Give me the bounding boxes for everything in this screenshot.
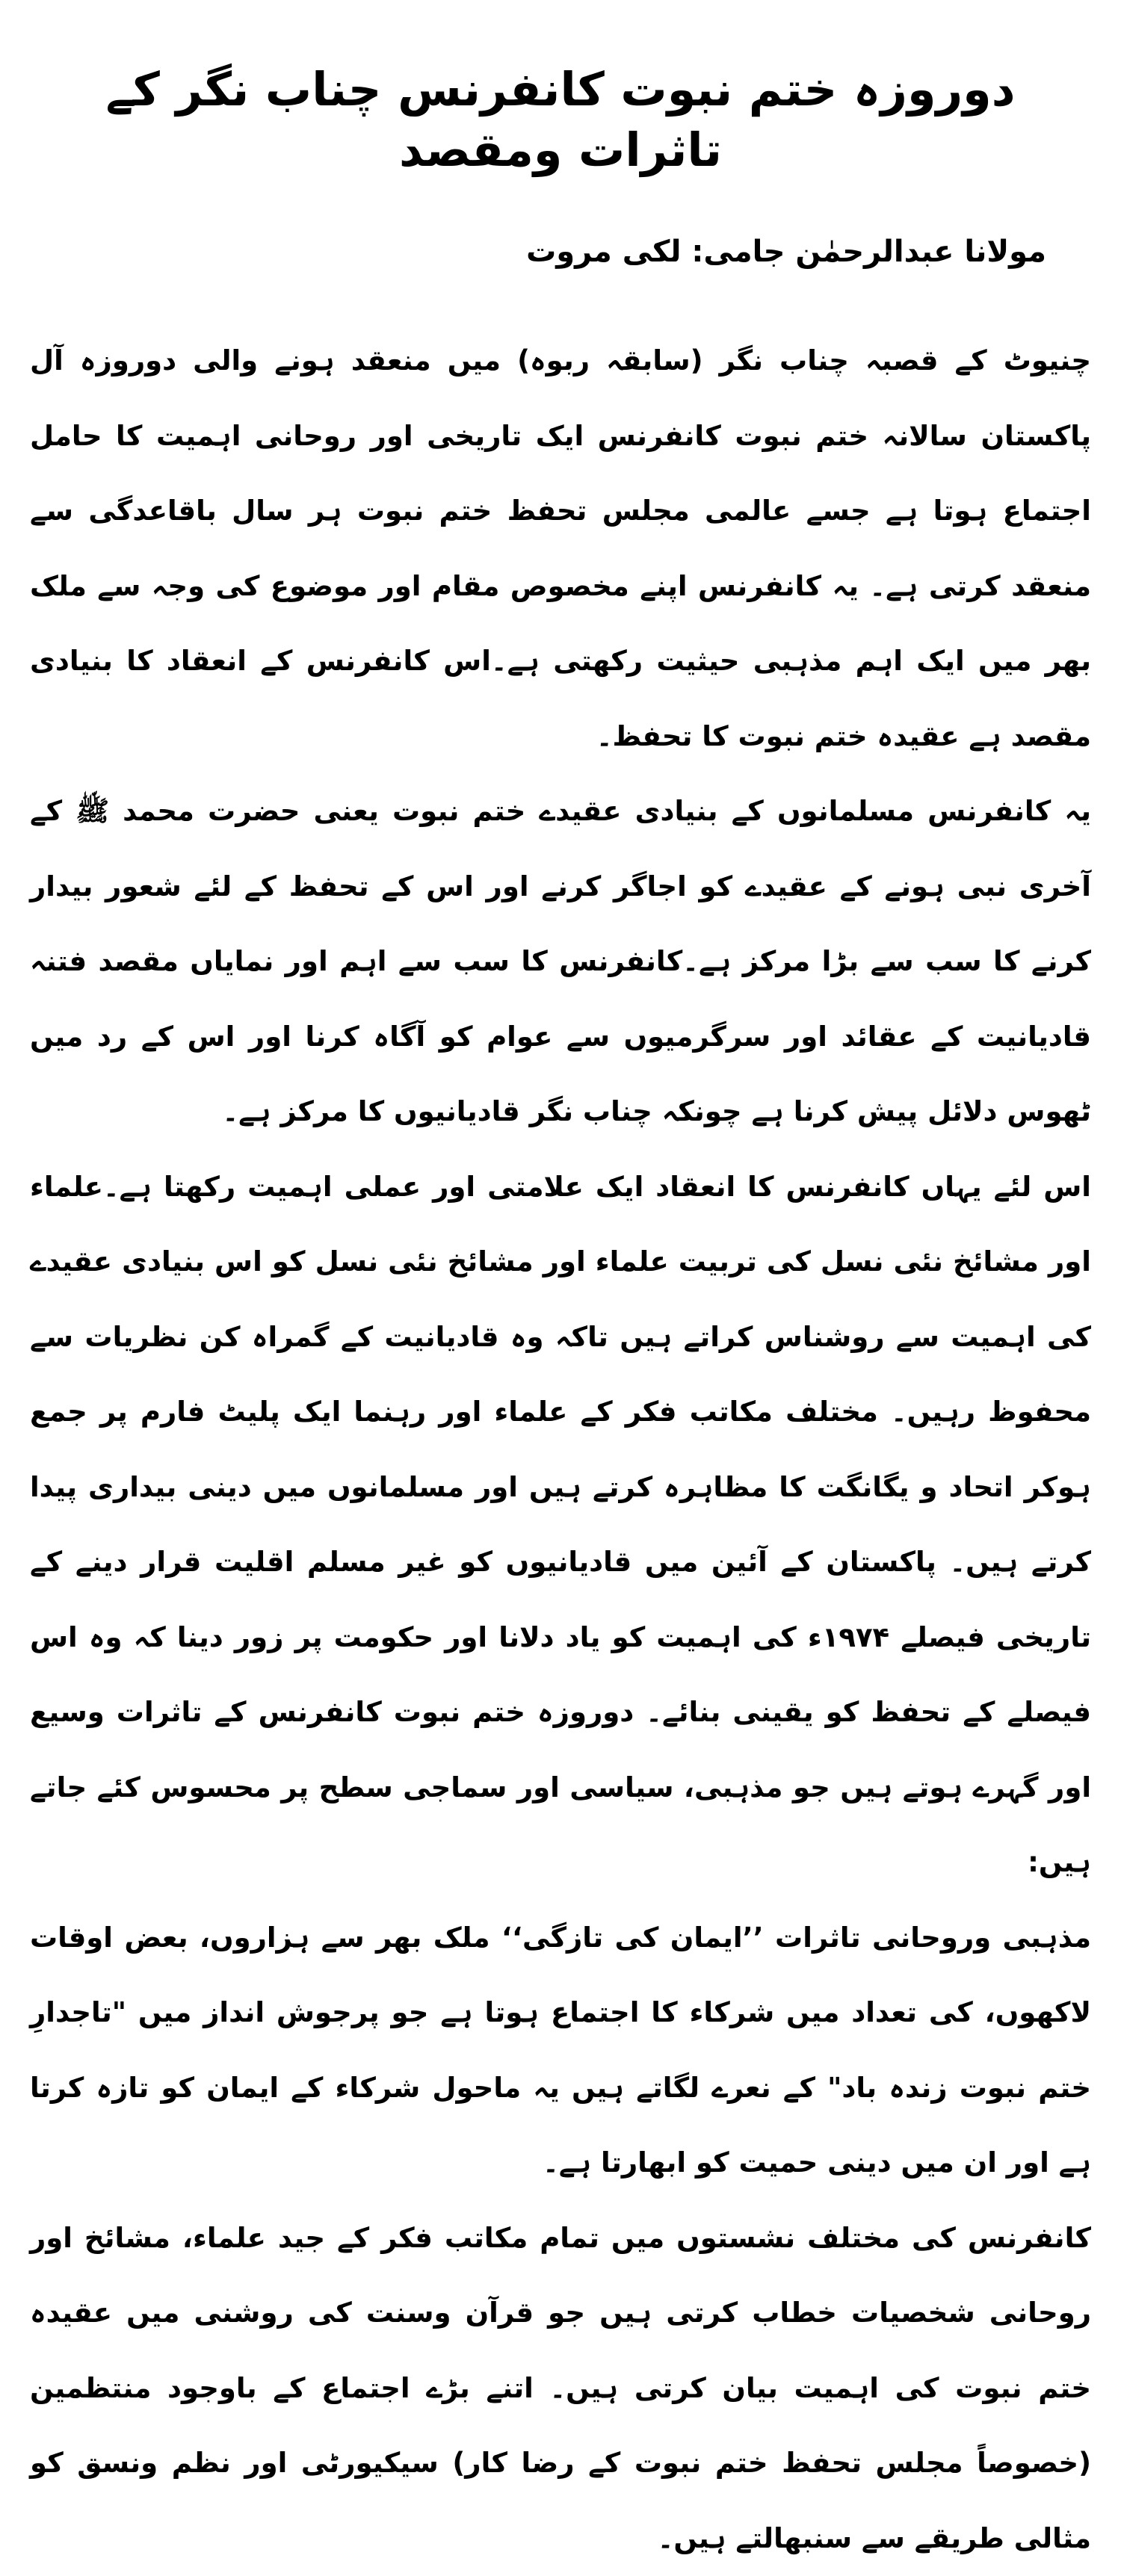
article-paragraph: مذہبی وروحانی تاثرات ’’ایمان کی تازگی‘‘ ملک بھر سے ہزاروں، بعض اوقات لاکھوں، کی تعداد میں شرکاء کا اجتماع ہوتا ہے جو پرجوش انداز میں "تاجدارِ ختم نبوت زندہ باد" کے نعرے لگاتے ہیں یہ ماحول شرکاء کے ایمان کو تازہ کرتا ہے اور ان میں دینی حمیت کو ابھارتا ہے۔ [30,1921,1091,2179]
article-body [30,323,1091,2576]
article-title: دوروزہ ختم نبوت کانفرنس چناب نگر کے تاثرات ومقصد [105,62,1016,177]
article-paragraph: اس لئے یہاں کانفرنس کا انعقاد ایک علامتی اور عملی اہمیت رکھتا ہے۔علماء اور مشائخ نئی نسل کی تربیت علماء اور مشائخ نئی نسل کو اس بنیادی عقیدے کی اہمیت سے روشناس کراتے ہیں تاکہ وہ قادیانیت کے گمراہ کن نظریات سے محفوظ رہیں۔ مختلف مکاتب فکر کے علماء اور رہنما ایک پلیٹ فارم پر جمع ہوکر اتحاد و یگانگت کا مظاہرہ کرتے ہیں اور مسلمانوں میں دینی بیداری پیدا کرتے ہیں۔ پاکستان کے آئین میں قادیانیوں کو غیر مسلم اقلیت قرار دینے کے تاریخی فیصلے ۱۹۷۴ء کی اہمیت کو یاد دلانا اور حکومت پر زور دینا کہ وہ اس فیصلے کے تحفظ کو یقینی بنائے۔ دوروزہ ختم نبوت کانفرنس کے تاثرات وسیع اور گہرے ہوتے ہیں جو مذہبی، سیاسی اور سماجی سطح پر محسوس کئے جاتے ہیں: [30,1170,1091,1879]
article-paragraph: چنیوٹ کے قصبہ چناب نگر (سابقہ ربوہ) میں منعقد ہونے والی دوروزہ آل پاکستان سالانہ ختم نبوت کانفرنس ایک تاریخی اور روحانی اہمیت کا حامل اجتماع ہوتا ہے جسے عالمی مجلس تحفظ ختم نبوت ہر سال باقاعدگی سے منعقد کرتی ہے۔ یہ کانفرنس اپنے مخصوص مقام اور موضوع کی وجہ سے ملک بھر میں ایک اہم مذہبی حیثیت رکھتی ہے۔اس کانفرنس کے انعقاد کا بنیادی مقصد ہے عقیدہ ختم نبوت کا تحفظ۔ [30,344,1091,752]
article-paragraph: یہ کانفرنس مسلمانوں کے بنیادی عقیدے ختم نبوت یعنی حضرت محمد ﷺ کے آخری نبی ہونے کے عقیدے کو اجاگر کرنے اور اس کے تحفظ کے لئے شعور بیدار کرنے کا سب سے بڑا مرکز ہے۔کانفرنس کا سب سے اہم اور نمایاں مقصد فتنہ قادیانیت کے عقائد اور سرگرمیوں سے عوام کو آگاہ کرنا اور اس کے رد میں ٹھوس دلائل پیش کرنا ہے چونکہ چناب نگر قادیانیوں کا مرکز ہے۔ [30,795,1091,1128]
article-paragraph: کانفرنس کی مختلف نشستوں میں تمام مکاتب فکر کے جید علماء، مشائخ اور روحانی شخصیات خطاب کرتی ہیں جو قرآن وسنت کی روشنی میں عقیدہ ختم نبوت کی اہمیت بیان کرتی ہیں۔ اتنے بڑے اجتماع کے باوجود منتظمین (خصوصاً مجلس تحفظ ختم نبوت کے رضا کار) سیکیورٹی اور نظم ونسق کو مثالی طریقے سے سنبھالتے ہیں۔ [30,2221,1091,2554]
author-byline: مولانا عبدالرحمٰن جامی: لکی مروت [526,235,1046,270]
